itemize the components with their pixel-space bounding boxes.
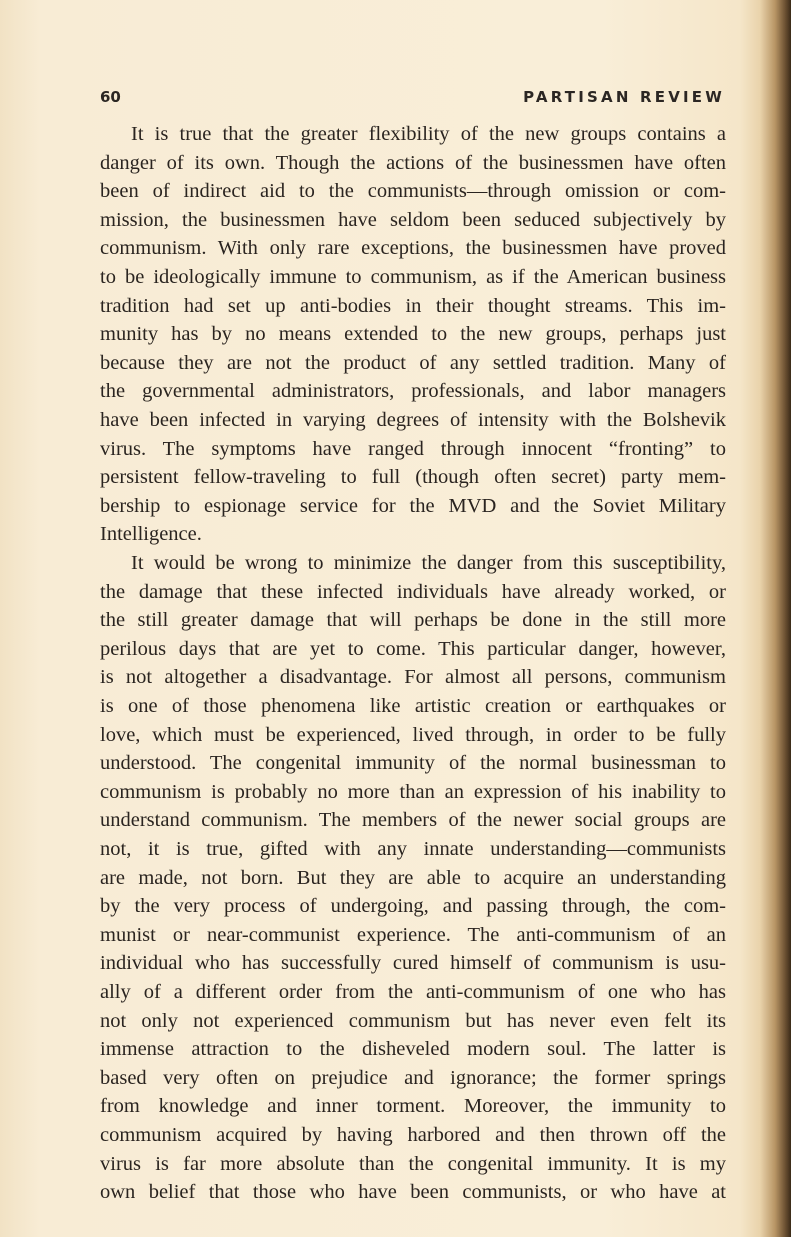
text-line: communism. With only rare exceptions, the businessmen have proved [100, 237, 726, 260]
text-line: ally of a different order from the anti-communism of one who has [100, 981, 726, 1003]
text-line: because they are not the product of any settled tradition. Many of [100, 351, 726, 374]
text-line: mission, the businessmen have seldom been seduced subjectively by [100, 208, 726, 231]
text-line: individual who has successfully cured himself of communism is usu- [100, 952, 726, 975]
text-line: munist or near-communist experience. The anti-communism of an [100, 923, 726, 946]
text-line: danger of its own. Though the actions of the businessmen have often [100, 151, 726, 174]
text-line: are made, not born. But they are able to acquire an understanding [100, 866, 726, 889]
text-line: not only not experienced communism but has never even felt its [100, 1009, 726, 1032]
text-line: Intelligence. [100, 523, 202, 546]
text-line: It is true that the greater flexibility of the new groups contains a [131, 123, 726, 145]
text-line: is one of those phenomena like artistic creation or earthquakes or [100, 695, 726, 717]
text-line: It would be wrong to minimize the danger from this susceptibility, [131, 552, 726, 574]
text-line: immense attraction to the disheveled modern soul. The latter is [100, 1038, 726, 1061]
text-line: from knowledge and inner torment. Moreover, the immunity to [100, 1095, 726, 1118]
text-line: based very often on prejudice and ignorance; the former springs [100, 1066, 726, 1089]
text-line: the governmental administrators, professionals, and labor managers [100, 380, 726, 403]
text-line: the still greater damage that will perhaps be done in the still more [100, 609, 726, 632]
text-line: the damage that these infected individuals have already worked, or [100, 580, 726, 603]
text-line: is not altogether a disadvantage. For almost all persons, communism [100, 666, 726, 689]
page-number: 60 [100, 88, 121, 106]
text-line: perilous days that are yet to come. This particular danger, however, [100, 637, 726, 660]
text-line: bership to espionage service for the MVD and the Soviet Military [100, 494, 726, 517]
text-line: communism is probably no more than an expression of his inability to [100, 780, 726, 803]
text-line: virus. The symptoms have ranged through innocent “fronting” to [100, 437, 726, 460]
text-line: virus is far more absolute than the congenital immunity. It is my [100, 1152, 726, 1175]
text-line: persistent fellow-traveling to full (though often secret) party mem- [100, 466, 726, 489]
running-head: PARTISAN REVIEW [523, 88, 725, 106]
text-line: tradition had set up anti-bodies in their thought streams. This im- [100, 294, 726, 317]
text-line: communism acquired by having harbored and then thrown off the [100, 1124, 726, 1146]
text-line: have been infected in varying degrees of intensity with the Bolshevik [100, 409, 726, 431]
text-line: by the very process of undergoing, and passing through, the com- [100, 895, 726, 918]
text-line: been of indirect aid to the communists—through omission or com- [100, 180, 726, 203]
text-line: not, it is true, gifted with any innate understanding—communists [100, 838, 726, 860]
text-line: own belief that those who have been communists, or who have at [100, 1181, 726, 1204]
text-line: understand communism. The members of the newer social groups are [100, 809, 726, 832]
text-line: munity has by no means extended to the new groups, perhaps just [100, 323, 726, 346]
text-line: understood. The congenital immunity of the normal businessman to [100, 752, 726, 775]
text-line: to be ideologically immune to communism, as if the American business [100, 266, 726, 288]
text-line: love, which must be experienced, lived through, in order to be fully [100, 723, 726, 746]
